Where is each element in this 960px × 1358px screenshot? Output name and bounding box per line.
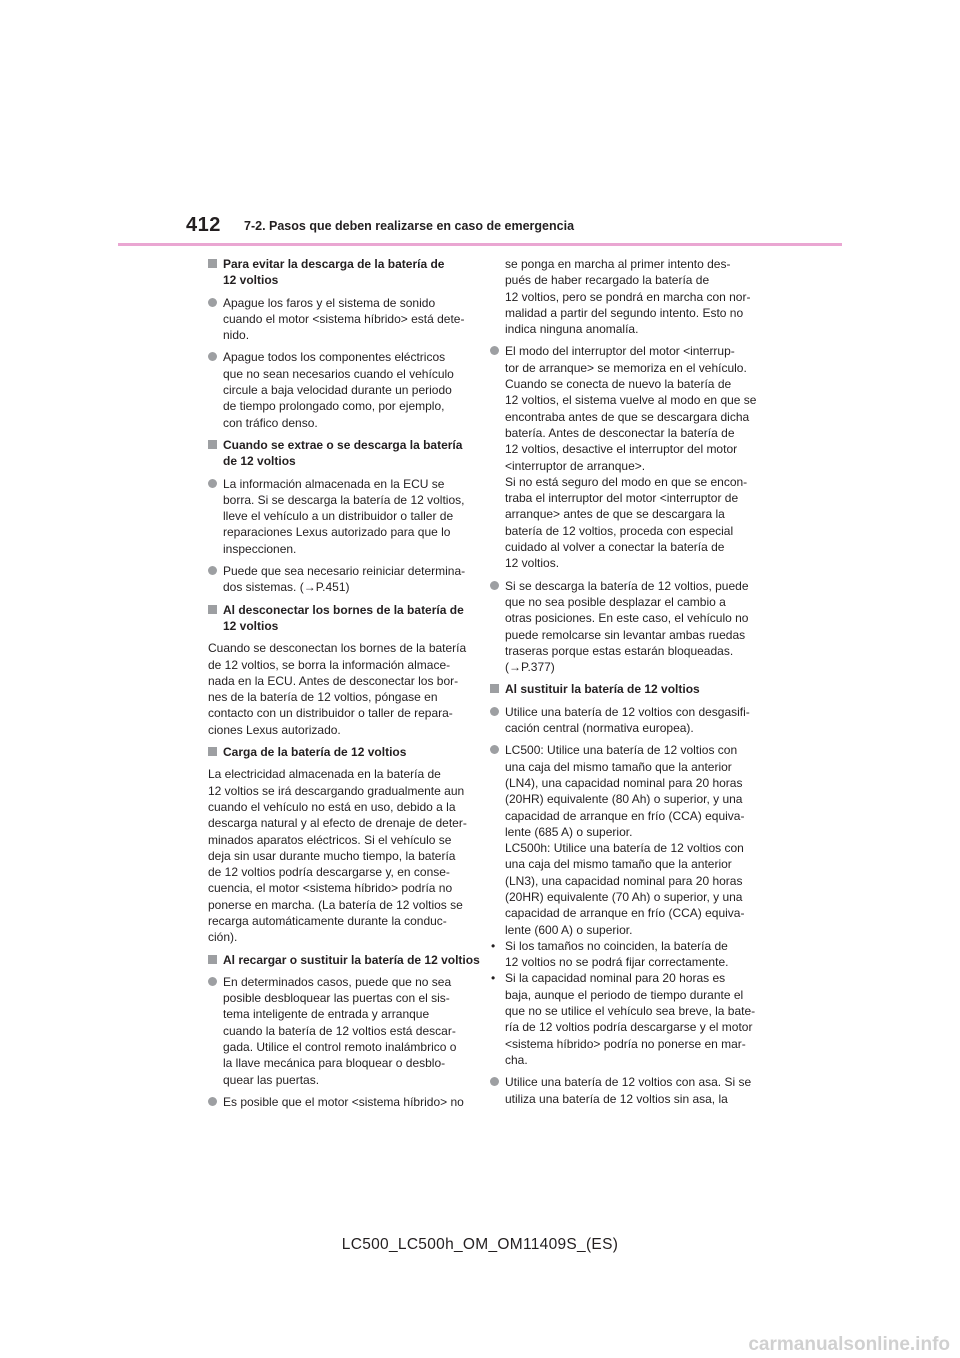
text-line: gada. Utilice el control remoto inalámbrico o [223, 1040, 457, 1055]
left-column [208, 256, 480, 1116]
text-line: La electricidad almacenada en la batería de [208, 767, 441, 782]
square-bullet-icon [208, 955, 217, 964]
text-line: En determinados casos, puede que no sea [223, 974, 452, 989]
text-line: baja, aunque el periodo de tiempo durante el [505, 987, 744, 1002]
round-bullet-icon [208, 1097, 217, 1106]
round-bullet-icon [208, 298, 217, 307]
text-line: encontraba antes de que se descargara dicha [505, 409, 750, 424]
text-line: de 12 voltios podría descargarse y, en conse- [208, 865, 450, 880]
bullet-item [490, 578, 750, 676]
text-line: La información almacenada en la ECU se [223, 476, 445, 491]
round-bullet-icon [208, 977, 217, 986]
text-line: batería. Antes de desconectar la batería de [505, 425, 735, 440]
bullet-item [208, 1094, 468, 1110]
text-line: minados aparatos eléctricos. Si el vehículo se [208, 832, 452, 847]
text-line: recarga automáticamente durante la conduc- [208, 913, 447, 928]
paragraph-charge [208, 766, 468, 945]
bullet-item [490, 704, 750, 737]
text-line: Cuando se extrae o se descarga la batería [223, 437, 463, 452]
text-line: de 12 voltios, se borra la información almace- [208, 657, 451, 672]
text-line: Utilice una batería de 12 voltios con asa. Si se [505, 1075, 752, 1090]
text-line: cha. [505, 1052, 528, 1067]
text-line: 12 voltios se irá descargando gradualmente aun [208, 783, 465, 798]
text-line: nada en la ECU. Antes de desconectar los bor- [208, 673, 459, 688]
text-line: <sistema híbrido> podría no ponerse en mar- [505, 1036, 746, 1051]
text-line: Es posible que el motor <sistema híbrido> no [223, 1094, 464, 1109]
note-item [490, 970, 756, 1068]
text-line: Si los tamaños no coinciden, la batería de [505, 938, 728, 953]
text-line: reparaciones Lexus autorizado para que lo [223, 525, 451, 540]
note-item [490, 938, 750, 971]
text-line: que no sea posible desplazar el cambio a [505, 594, 726, 609]
text-line: borra. Si se descarga la batería de 12 voltios, [223, 492, 465, 507]
text-line: tor de arranque> se memoriza en el vehículo. [505, 360, 747, 375]
text-line: cuidado al volver a conectar la batería de [505, 540, 725, 555]
text-line: Al desconectar los bornes de la batería de [223, 602, 464, 617]
text-line: Si la capacidad nominal para 20 horas es [505, 971, 726, 986]
bullet-continuation [490, 256, 750, 337]
bullet-item [208, 349, 468, 430]
text-line: nido. [223, 328, 250, 343]
text-line: Carga de la batería de 12 voltios [223, 745, 407, 760]
right-column [490, 256, 757, 1113]
heading-battery-removed [208, 437, 468, 470]
text-line: que no sean necesarios cuando el vehículo [223, 366, 454, 381]
heading-battery-charge [208, 744, 468, 760]
text-line: ría de 12 voltios podría descargarse y el motor [505, 1020, 753, 1035]
text-line: con tráfico denso. [223, 415, 318, 430]
header-rule [118, 243, 842, 246]
text-line: LC500: Utilice una batería de 12 voltios con [505, 743, 738, 758]
text-line: de tiempo prolongado como, por ejemplo, [223, 399, 445, 414]
note-mark: • [491, 971, 496, 986]
round-bullet-icon [490, 1077, 499, 1086]
text-line: tema inteligente de entrada y arranque [223, 1007, 430, 1022]
text-line: 12 voltios [223, 273, 279, 288]
watermark: carmanualsonline.info [748, 1334, 950, 1355]
square-bullet-icon [208, 259, 217, 268]
text-line: cación central (normativa europea). [505, 721, 694, 736]
text-line: inspeccionen. [223, 541, 297, 556]
text-line: (LN4), una capacidad nominal para 20 horas [505, 775, 743, 790]
text-line: lleve el vehículo a un distribuidor o taller de [223, 509, 454, 524]
document-footer: LC500_LC500h_OM_OM11409S_(ES) [341, 1236, 619, 1253]
text-line: Puede que sea necesario reiniciar determina- [223, 564, 466, 579]
text-line: 12 voltios. [505, 556, 560, 571]
bullet-item [208, 295, 468, 344]
square-bullet-icon [208, 605, 217, 614]
text-line: Al sustituir la batería de 12 voltios [505, 682, 700, 697]
round-bullet-icon [490, 745, 499, 754]
text-line: que no se utilice el vehículo sea breve, la bate- [505, 1004, 756, 1019]
square-bullet-icon [208, 747, 217, 756]
round-bullet-icon [490, 581, 499, 590]
text-line: ponerse en marcha. (La batería de 12 voltios se [208, 897, 463, 912]
text-line: dos sistemas. (→P.451) [223, 580, 350, 595]
text-line: otras posiciones. En este caso, el vehículo no [505, 611, 749, 626]
heading-replace-battery [490, 681, 750, 697]
text-line: Si no está seguro del modo en que se encon- [505, 474, 748, 489]
square-bullet-icon [208, 440, 217, 449]
text-line: una caja del mismo tamaño que la anterior [505, 857, 732, 872]
text-line: Para evitar la descarga de la batería de [223, 257, 445, 271]
text-line: quear las puertas. [223, 1072, 320, 1087]
text-line: deja sin usar durante mucho tiempo, la batería [208, 848, 456, 863]
bullet-item [490, 742, 750, 938]
text-line: ciones Lexus autorizado. [208, 722, 341, 737]
text-line: cuando el motor <sistema híbrido> está dete- [223, 311, 465, 326]
round-bullet-icon [208, 352, 217, 361]
text-line: 12 voltios, el sistema vuelve al modo en que se [505, 393, 757, 408]
text-line: la llave mecánica para bloquear o desblo- [223, 1056, 446, 1071]
text-line: cuencia, el motor <sistema híbrido> podría no [208, 881, 453, 896]
text-line: descarga natural y al efecto de drenaje de deter- [208, 816, 467, 831]
text-line: (20HR) equivalente (80 Ah) o superior, y una [505, 792, 743, 807]
text-line: indica ninguna anomalía. [505, 322, 639, 337]
round-bullet-icon [208, 479, 217, 488]
text-line: Apague los faros y el sistema de sonido [223, 295, 436, 310]
round-bullet-icon [490, 707, 499, 716]
square-bullet-icon [490, 684, 499, 693]
text-line: Si se descarga la batería de 12 voltios, puede [505, 578, 749, 593]
text-line: una caja del mismo tamaño que la anterior [505, 759, 732, 774]
text-line: LC500h: Utilice una batería de 12 voltios con [505, 841, 744, 856]
page-number: 412 [186, 214, 221, 236]
text-line: contacto con un distribuidor o taller de repara- [208, 706, 453, 721]
bullet-item [208, 476, 468, 557]
text-line: Utilice una batería de 12 voltios con desgasifi- [505, 704, 750, 719]
text-line: traba el interruptor del motor <interruptor de [505, 491, 739, 506]
round-bullet-icon [490, 346, 499, 355]
bullet-item [208, 563, 468, 596]
text-line: traseras porque estas estarán bloqueadas. [505, 643, 734, 658]
text-line: utiliza una batería de 12 voltios sin asa, la [505, 1091, 728, 1106]
text-line: pués de haber recargado la batería de [505, 273, 710, 288]
text-line: capacidad de arranque en frío (CCA) equiva- [505, 906, 745, 921]
round-bullet-icon [208, 566, 217, 575]
text-line: 12 voltios no se podrá fijar correctamente. [505, 955, 729, 970]
text-line: puede remolcarse sin levantar ambas ruedas [505, 627, 746, 642]
text-line: cuando el vehículo no está en uso, debido a la [208, 799, 456, 814]
bullet-item [490, 1074, 750, 1107]
text-line: capacidad de arranque en frío (CCA) equiva- [505, 808, 745, 823]
text-line: nes de la batería de 12 voltios, póngase en [208, 690, 438, 705]
text-line: se ponga en marcha al primer intento des- [505, 257, 731, 271]
text-line: 12 voltios [223, 618, 279, 633]
text-line: El modo del interruptor del motor <interrup- [505, 344, 735, 359]
text-line: malidad a partir del segundo intento. Esto no [505, 305, 744, 320]
text-line: (LN3), una capacidad nominal para 20 horas [505, 873, 743, 888]
text-line: lente (600 A) o superior. [505, 922, 633, 937]
heading-avoid-discharge [208, 256, 468, 289]
paragraph-disconnect [208, 640, 468, 738]
text-line: <interruptor de arranque>. [505, 458, 646, 473]
text-line: Al recargar o sustituir la batería de 12 voltios [223, 952, 480, 967]
text-line: (→P.377) [505, 660, 555, 675]
heading-recharge-replace [208, 952, 480, 968]
text-line: lente (685 A) o superior. [505, 824, 633, 839]
text-line: cuando la batería de 12 voltios está descar- [223, 1023, 456, 1038]
text-line: posible desbloquear las puertas con el sis- [223, 991, 450, 1006]
text-line: circule a baja velocidad durante un periodo [223, 383, 452, 398]
text-line: arranque> antes de que se descargara la [505, 507, 725, 522]
section-header: 7-2. Pasos que deben realizarse en caso de emergencia [244, 219, 575, 233]
bullet-item [490, 343, 757, 571]
text-line: (20HR) equivalente (70 Ah) o superior, y una [505, 889, 743, 904]
text-line: 12 voltios, pero se pondrá en marcha con nor- [505, 289, 751, 304]
note-mark: • [491, 938, 496, 953]
text-line: de 12 voltios [223, 454, 296, 469]
bullet-item [208, 974, 468, 1088]
text-line: Cuando se conecta de nuevo la batería de [505, 377, 732, 392]
text-line: batería de 12 voltios, proceda con especial [505, 523, 734, 538]
text-line: ción). [208, 930, 238, 945]
text-line: 12 voltios, desactive el interruptor del motor [505, 442, 738, 457]
heading-disconnect-terminals [208, 602, 468, 635]
text-line: Cuando se desconectan los bornes de la batería [208, 641, 467, 656]
text-line: Apague todos los componentes eléctricos [223, 350, 446, 365]
